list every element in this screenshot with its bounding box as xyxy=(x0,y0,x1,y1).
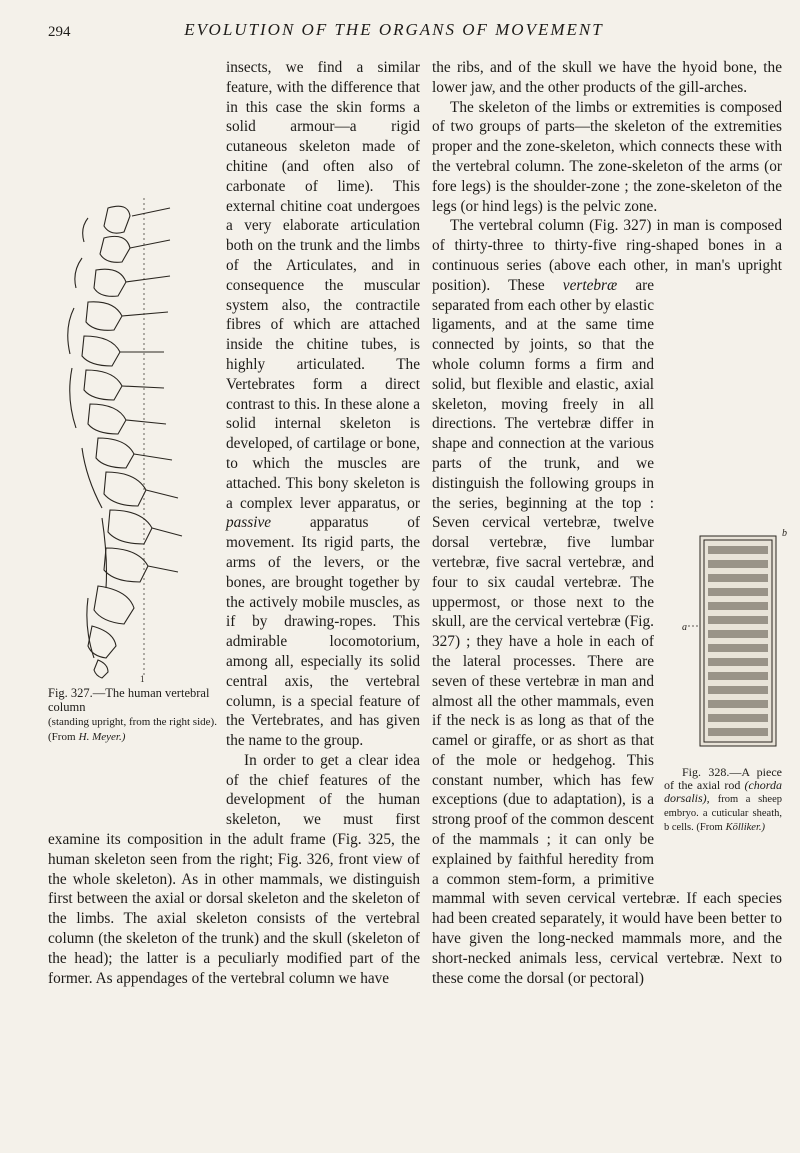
figure-327-caption-sub: (standing upright, from the right side). (From xyxy=(48,716,217,743)
right-paragraph-1: the ribs, and of the skull we have the hyoid bone, the lower jaw, and the other products of the gill-arches. xyxy=(432,59,782,96)
right-p3-emphasis: vertebræ xyxy=(562,276,618,294)
axial-rod-illustration xyxy=(678,526,798,762)
figure-label-a: a xyxy=(682,621,687,633)
left-text-flow xyxy=(48,58,420,988)
right-paragraph-3 xyxy=(432,216,787,988)
left-paragraph-2: In order to get a clear idea of the chief features of the development of the human skeleton, we must first examine its composition in the adult frame (Fig. 325, the human skeleton seen from the right; Fig. 326, front view of the whole skeleton). As in other mammals, we distinguish first between the axial or dorsal skeleton and the skeleton of the limbs. The axial skeleton consists of the vertebral column (the skeleton of the trunk) and the skull (skeleton of the head); the latter is a peculiarly modified part of the former. As appendages of the vertebral column we have xyxy=(48,751,420,987)
right-p3-body: are separated from each other by elastic ligaments, and at the same time connected by joints, so that the whole column forms a firm and solid, but flexible and elastic, axial skeleton, moving freely in all directions. The vertebræ differ in shape and connection at the various parts of the trunk, and we distinguish the following groups in the series, beginning at the top : Seven cervical vertebræ, twelve dorsal vertebræ, five lumbar vertebræ, five sacral vertebræ, and four to six caudal vertebræ. The uppermost, or those next to the skull, are the cervical vertebræ (Fig. 327) ; they have a hole in each of the lateral processes. There are seven of these vertebræ in man and almost all the other mammals, even if the neck is as long as that of the camel or giraffe, or as short as that of the mole or hedgehog. This constant number, which has few exceptions (due to adaptation), is a strong proof of the common descent of the mammals ; it can only be explained by faithful heredity from a common stem-form, a primitive mammal with seven cervical vertebræ. If each species had been created separately, it would have been better to have given the long-necked mammals more, and the short-necked animals less, cervical vertebræ. Next to these come the dorsal (or pectoral) xyxy=(432,276,782,987)
running-title: EVOLUTION OF THE ORGANS OF MOVEMENT xyxy=(184,20,604,39)
right-column xyxy=(432,58,787,1118)
left-p1-tail: apparatus of movement. Its rigid parts, the arms of the levers, or the bones, are brought together by the actively mobile muscles, as if by drawing-ropes. This admirable locomotorium, among all, especially its solid central axis, the vertebral column, is a special feature of the Vertebrates, and has given the name to the group. xyxy=(226,514,420,750)
figure-328-caption xyxy=(664,766,782,834)
right-paragraph-2: The skeleton of the limbs or extremities is composed of two groups of parts—the skeleton of the extremities proper and the zone-skeleton, which connects these with the vertebral column. The zone-skeleton of the arms (or fore legs) is the shoulder-zone ; the zone-skeleton of the legs (or hind legs) is the pelvic zone. xyxy=(432,98,782,215)
page-number: 294 xyxy=(48,24,71,40)
figure-328-caption-em: (chorda dorsalis), xyxy=(664,777,782,805)
figure-label-b: b xyxy=(782,527,787,539)
left-p1-emphasis: passive xyxy=(226,514,272,532)
right-p3-head: The vertebral column (Fig. 327) in man is composed of thirty-three to thirty-five ring-shaped bones in a continuous series (above each other, in man's upright position). These xyxy=(432,217,782,294)
figure-328 xyxy=(660,526,787,871)
figure-327-caption xyxy=(48,686,222,744)
figure-327-caption-author: H. Meyer.) xyxy=(78,731,126,743)
figure-label-1: 1 xyxy=(140,674,145,683)
figure-328-caption-sub: from a sheep embryo. a cuticular sheath, b cells. (From xyxy=(664,793,782,833)
vertebral-column-illustration xyxy=(48,198,216,683)
figure-327 xyxy=(48,198,218,818)
figure-328-caption-main: Fig. 328.—A piece of the axial rod xyxy=(664,764,782,792)
page-header xyxy=(48,20,740,44)
left-p1-body: insects, we find a similar feature, with the difference that in this case the skin forms a solid armour—a rigid cutaneous skeleton made of chitine (and often also of carbonate of lime). This external chitine coat undergoes a very elaborate articulation both on the trunk and the limbs of the Articulates, and in consequence the muscular system also, the contractile fibres of which are attached inside the chitine tubes, is highly articulated. The Vertebrates form a direct contrast to this. In these alone a solid internal skeleton is developed, of cartilage or bone, to which the muscles are attached. This bony skeleton is a complex lever apparatus, or xyxy=(226,59,420,512)
figure-327-caption-main: Fig. 327.—The human vertebral column xyxy=(48,686,210,714)
left-column xyxy=(48,58,420,1118)
figure-328-caption-author: Kölliker.) xyxy=(725,821,765,833)
